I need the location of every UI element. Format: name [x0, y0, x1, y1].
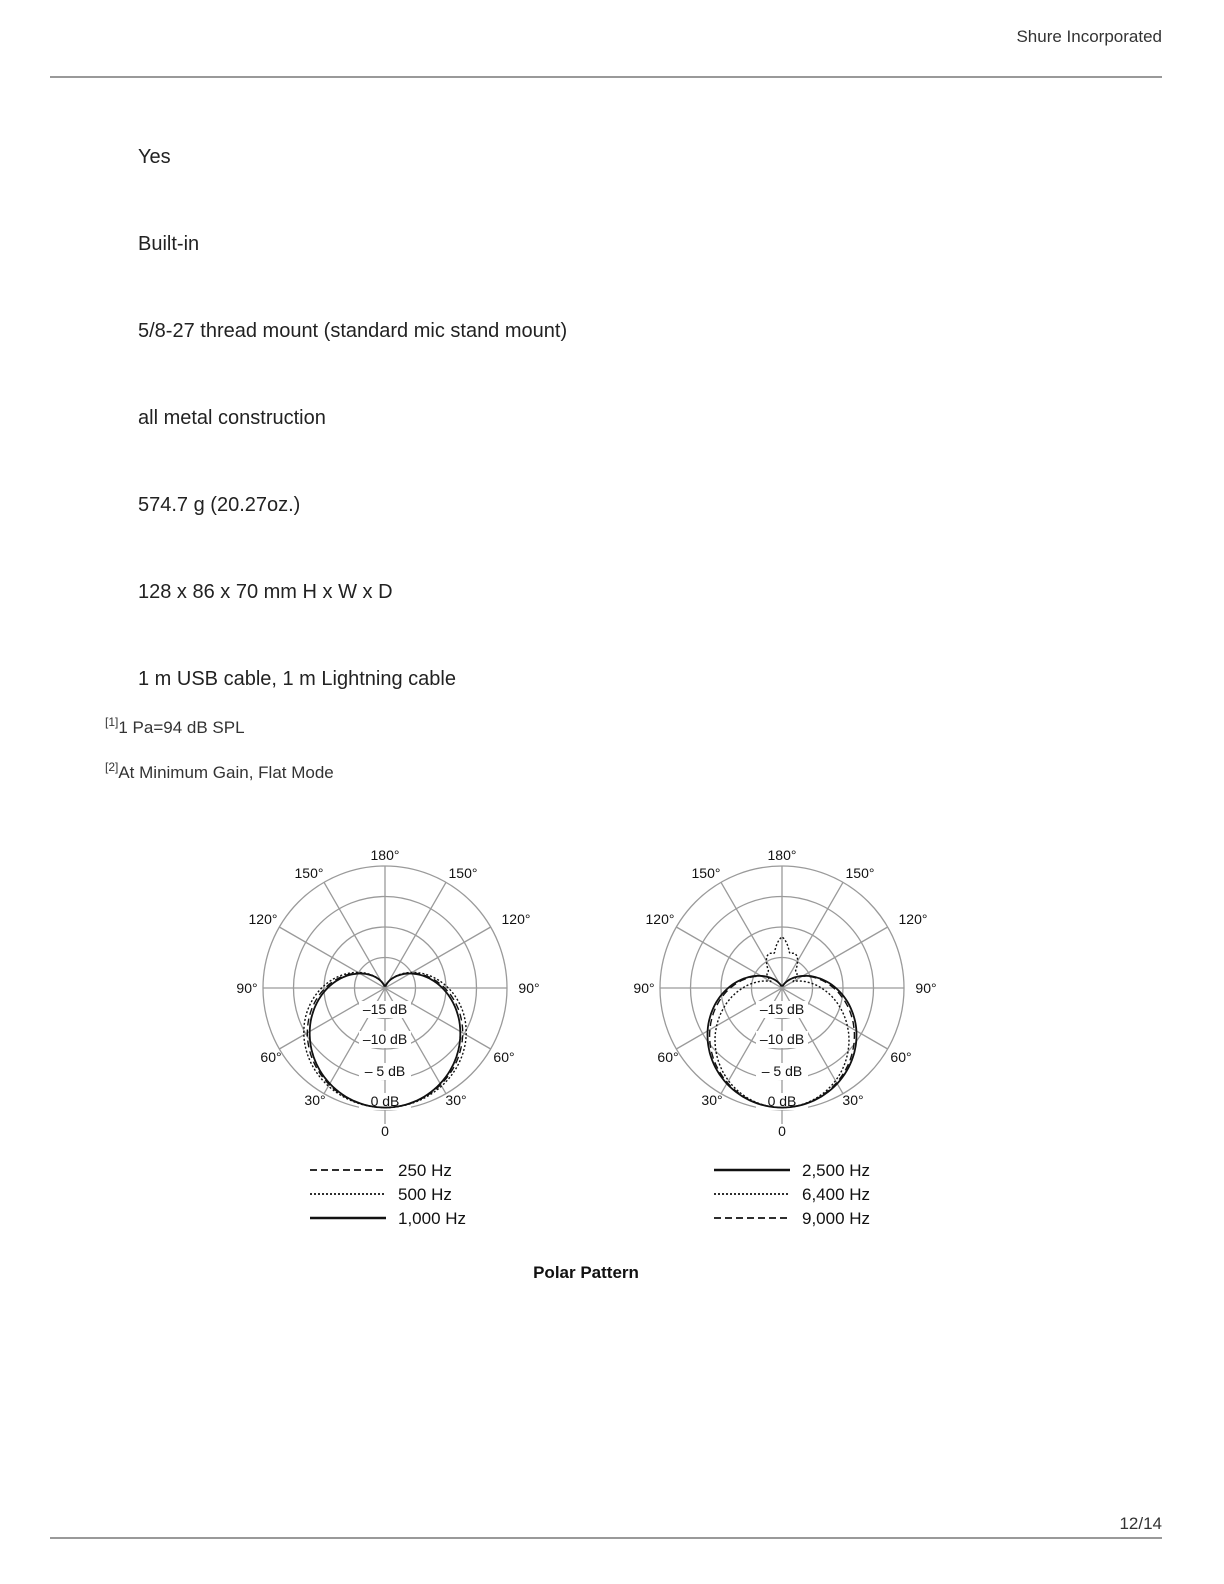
- polar-2-angle-label-side-right: 90°: [915, 980, 937, 996]
- header-divider: [50, 76, 1162, 78]
- polar-2-angle-label-lower-left: 30°: [701, 1092, 723, 1108]
- polar-1-angle-label-upper-side-right: 120°: [501, 911, 531, 927]
- polar-1-ring-label-1: –15 dB: [362, 1001, 408, 1017]
- polar-2-angle-label-lower-side-left: 60°: [657, 1049, 679, 1065]
- polar-2-angle-label-lower-side-right: 60°: [890, 1049, 912, 1065]
- page-number: 12/14: [1119, 1514, 1162, 1533]
- polar-1-angle-label-upper-left: 150°: [294, 865, 324, 881]
- polar-1-angle-label-bottom: 0: [381, 1123, 389, 1139]
- polar-1-legend-label-2: 500 Hz: [398, 1185, 452, 1204]
- polar-2-angle-label-upper-side-right: 120°: [898, 911, 928, 927]
- polar-1-ring-label-2: –10 dB: [362, 1031, 408, 1047]
- polar-2-ring-label-3: – 5 dB: [761, 1063, 803, 1079]
- footnote-text: 1 Pa=94 dB SPL: [118, 718, 245, 737]
- polar-1-angle-label-upper-right: 150°: [448, 865, 478, 881]
- polar-2-legend-label-2: 6,400 Hz: [802, 1185, 871, 1204]
- polar-2-angle-label-top: 180°: [767, 847, 797, 863]
- polar-2-ring-label-1: –15 dB: [759, 1001, 805, 1017]
- spec-value-6: 128 x 86 x 70 mm H x W x D: [138, 581, 393, 603]
- polar-1-angle-label-lower-right: 30°: [445, 1092, 467, 1108]
- polar-2-angle-label-upper-side-left: 120°: [645, 911, 675, 927]
- polar-1-angle-label-upper-side-left: 120°: [248, 911, 278, 927]
- polar-2-legend-label-1: 2,500 Hz: [802, 1161, 871, 1180]
- polar-1-ring-label-3: – 5 dB: [364, 1063, 406, 1079]
- polar-1-angle-label-lower-left: 30°: [304, 1092, 326, 1108]
- polar-1-angle-label-top: 180°: [370, 847, 400, 863]
- polar-2-ring-label-4: 0 dB: [767, 1093, 797, 1109]
- polar-2-angle-label-upper-left: 150°: [691, 865, 721, 881]
- polar-2-angle-label-upper-right: 150°: [845, 865, 875, 881]
- footnote-marker: [1]: [105, 715, 119, 729]
- spec-value-1: Yes: [138, 146, 171, 168]
- footnote-1: [105, 715, 245, 738]
- polar-1-legend-label-3: 1,000 Hz: [398, 1209, 467, 1228]
- polar-1-legend-label-1: 250 Hz: [398, 1161, 452, 1180]
- footnote-2: [105, 760, 334, 783]
- polar-1-angle-label-lower-side-left: 60°: [260, 1049, 282, 1065]
- figure-caption: Polar Pattern: [533, 1263, 639, 1282]
- header-company-name: Shure Incorporated: [1016, 27, 1162, 46]
- polar-1-angle-label-side-right: 90°: [518, 980, 540, 996]
- polar-1-ring-label-4: 0 dB: [370, 1093, 400, 1109]
- polar-1-angle-label-lower-side-right: 60°: [493, 1049, 515, 1065]
- polar-2-ring-label-2: –10 dB: [759, 1031, 805, 1047]
- spec-value-2: Built-in: [138, 233, 200, 255]
- footer-divider: [50, 1537, 1162, 1539]
- footnote-marker: [2]: [105, 760, 119, 774]
- polar-2-angle-label-bottom: 0: [778, 1123, 786, 1139]
- polar-pattern-figure: [0, 830, 1224, 1250]
- polar-pattern-chart: [0, 830, 1224, 1250]
- spec-value-4: all metal construction: [138, 407, 326, 429]
- polar-2-angle-label-lower-right: 30°: [842, 1092, 864, 1108]
- spec-value-3: 5/8-27 thread mount (standard mic stand mount): [138, 320, 568, 342]
- footnote-text: At Minimum Gain, Flat Mode: [118, 763, 334, 782]
- polar-2-angle-label-side-left: 90°: [633, 980, 655, 996]
- polar-2-legend-label-3: 9,000 Hz: [802, 1209, 871, 1228]
- spec-value-5: 574.7 g (20.27oz.): [138, 494, 301, 516]
- polar-1-angle-label-side-left: 90°: [236, 980, 258, 996]
- spec-value-7: 1 m USB cable, 1 m Lightning cable: [138, 668, 456, 690]
